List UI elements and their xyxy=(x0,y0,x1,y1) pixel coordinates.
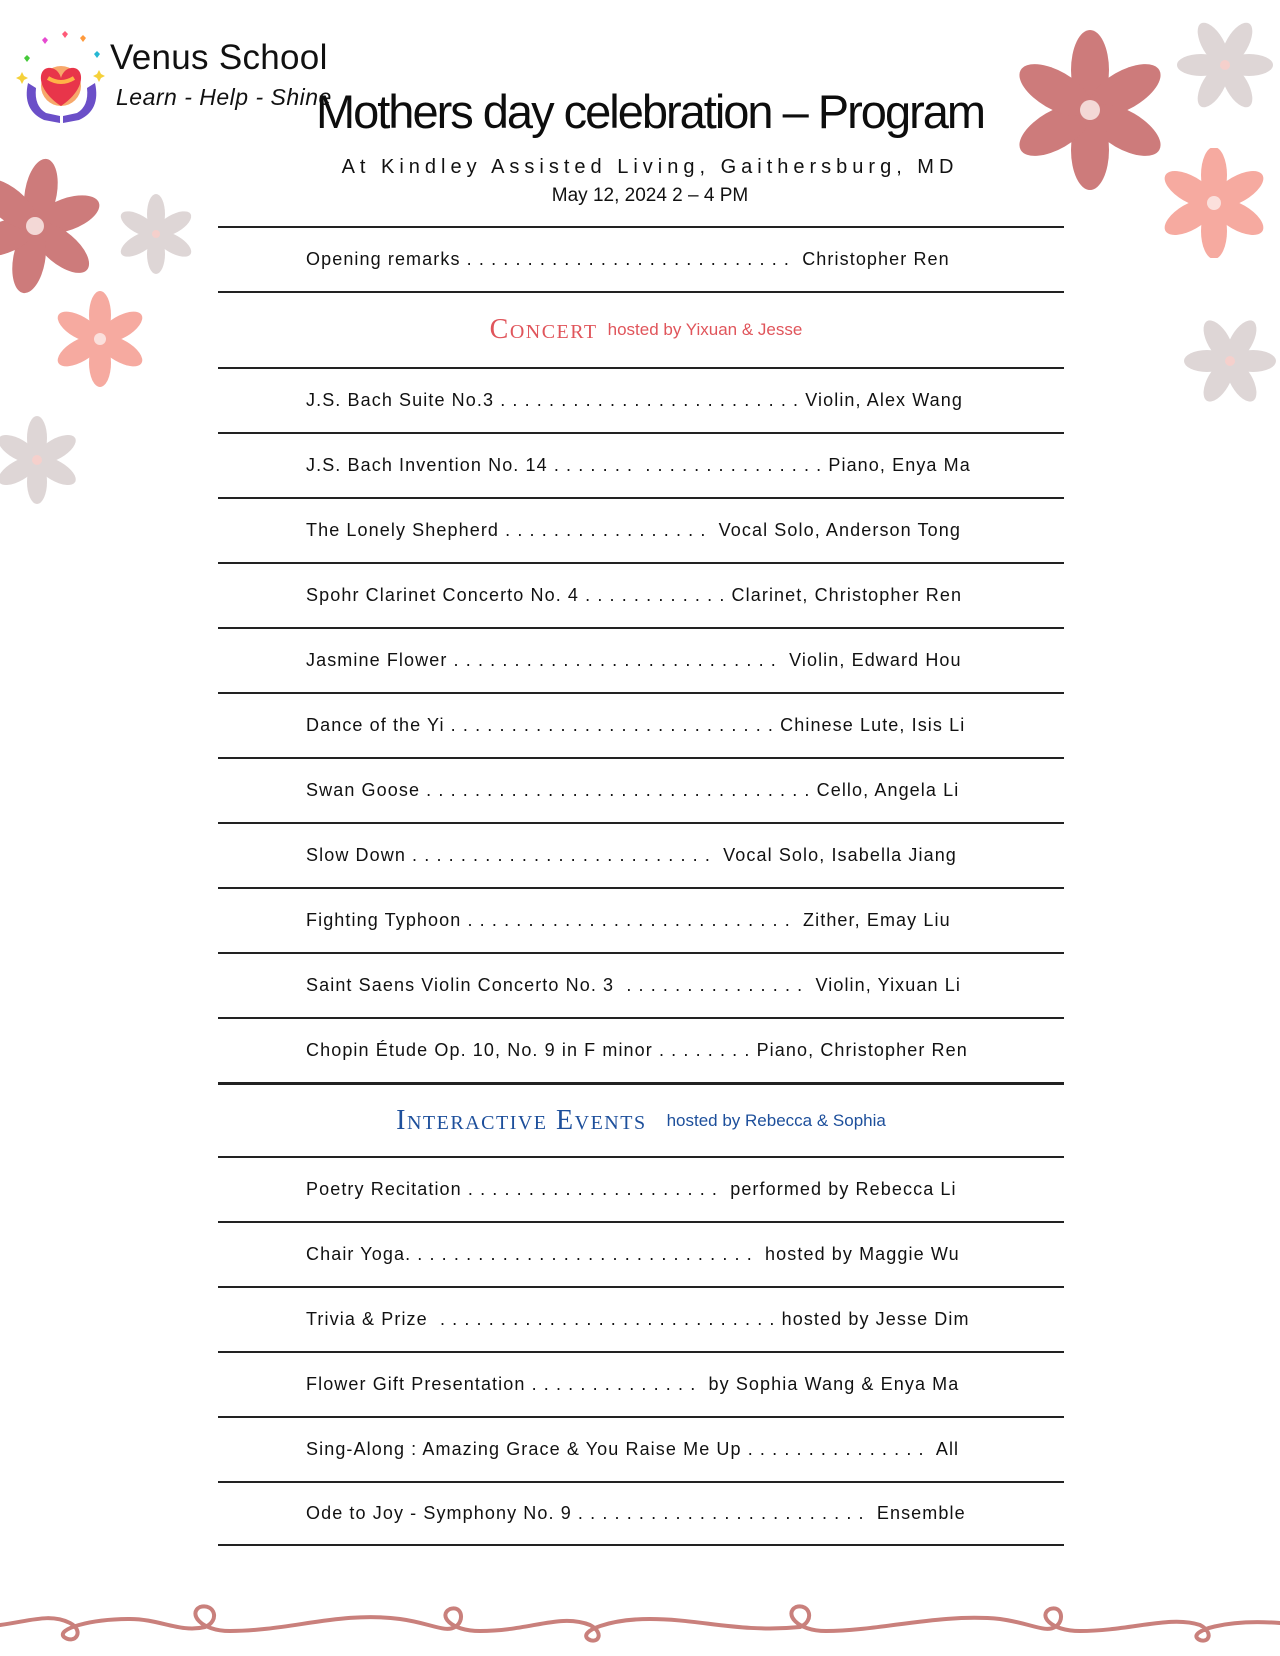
concert-item: J.S. Bach Invention No. 14 . . . . . . . . . . . . . . . . . . . . . . Piano, Enya Ma xyxy=(306,455,971,475)
interactive-item: Poetry Recitation . . . . . . . . . . . . . . . . . . . . . performed by Rebecca Li xyxy=(306,1179,957,1199)
program-row xyxy=(218,432,1064,497)
concert-host: hosted by Yixuan & Jesse xyxy=(607,320,803,339)
concert-section-header xyxy=(218,291,1064,367)
program-row xyxy=(218,1017,1064,1082)
concert-item: Swan Goose . . . . . . . . . . . . . . . . . . . . . . . . . . . . . . . . Cello, Angela Li xyxy=(306,780,960,800)
date-time-line: May 12, 2024 2 – 4 PM xyxy=(551,185,749,206)
program-row xyxy=(218,1416,1064,1481)
program-row xyxy=(218,497,1064,562)
interactive-item: Sing-Along : Amazing Grace & You Raise Me Up . . . . . . . . . . . . . . . All xyxy=(306,1439,960,1459)
concert-item: Chopin Étude Op. 10, No. 9 in F minor . . . . . . . . Piano, Christopher Ren xyxy=(306,1040,968,1060)
program-row xyxy=(218,952,1064,1017)
interactive-item: Ode to Joy - Symphony No. 9 . . . . . . . . . . . . . . . . . . . . . . . . Ensemble xyxy=(306,1503,966,1523)
flower-decoration xyxy=(0,414,85,506)
program-row xyxy=(218,1156,1064,1221)
program-row xyxy=(218,1286,1064,1351)
interactive-item: Flower Gift Presentation . . . . . . . . . . . . . . by Sophia Wang & Enya Ma xyxy=(306,1374,960,1394)
school-name: Venus School xyxy=(110,38,328,77)
interactive-host: hosted by Rebecca & Sophia xyxy=(666,1110,886,1130)
flower-decoration xyxy=(1005,30,1175,190)
flower-decoration xyxy=(50,289,150,389)
program-row xyxy=(218,367,1064,432)
program-row xyxy=(218,1351,1064,1416)
swirl-border xyxy=(0,1583,1280,1656)
concert-item: Fighting Typhoon . . . . . . . . . . . . . . . . . . . . . . . . . . . Zither, Emay Liu xyxy=(306,910,951,930)
concert-item: Jasmine Flower . . . . . . . . . . . . . . . . . . . . . . . . . . . Violin, Edward Hou xyxy=(306,650,962,670)
interactive-item: Trivia & Prize . . . . . . . . . . . . . . . . . . . . . . . . . . . . hosted by Jesse Dim xyxy=(306,1309,970,1329)
school-tagline: Learn - Help - Shine xyxy=(116,84,332,110)
program-list xyxy=(218,226,1064,1546)
interactive-title: Interactive Events xyxy=(396,1104,647,1136)
concert-item: Slow Down . . . . . . . . . . . . . . . . . . . . . . . . . Vocal Solo, Isabella Jiang xyxy=(306,845,957,865)
concert-item: Dance of the Yi . . . . . . . . . . . . . . . . . . . . . . . . . . . Chinese Lute, Isis Li xyxy=(306,715,966,735)
program-row xyxy=(218,1221,1064,1286)
concert-item: Spohr Clarinet Concerto No. 4 . . . . . . . . . . . . Clarinet, Christopher Ren xyxy=(306,585,963,605)
concert-item: Saint Saens Violin Concerto No. 3 . . . . . . . . . . . . . . . Violin, Yixuan Li xyxy=(306,975,961,995)
opening-remarks: Opening remarks . . . . . . . . . . . . . . . . . . . . . . . . . . . Christopher Ren xyxy=(306,249,950,269)
program-row xyxy=(218,887,1064,952)
program-row-opening xyxy=(218,226,1064,291)
flower-decoration xyxy=(0,156,105,296)
concert-item: J.S. Bach Suite No.3 . . . . . . . . . . . . . . . . . . . . . . . . . Violin, Alex Wang xyxy=(306,390,964,410)
venue-line: At Kindley Assisted Living, Gaithersburg, MD xyxy=(341,156,959,178)
page-title: Mothers day celebration – Program xyxy=(315,85,985,138)
concert-title: Concert xyxy=(489,314,598,345)
flower-decoration xyxy=(1153,148,1275,258)
flower-decoration xyxy=(114,192,198,276)
flower-decoration xyxy=(1175,18,1275,112)
flower-decoration xyxy=(1180,315,1280,407)
program-row xyxy=(218,627,1064,692)
interactive-section-header xyxy=(218,1082,1064,1156)
program-row xyxy=(218,692,1064,757)
interactive-item: Chair Yoga. . . . . . . . . . . . . . . . . . . . . . . . . . . . . hosted by Maggie Wu xyxy=(306,1244,960,1264)
program-row xyxy=(218,757,1064,822)
program-row xyxy=(218,1481,1064,1546)
concert-item: The Lonely Shepherd . . . . . . . . . . . . . . . . . Vocal Solo, Anderson Tong xyxy=(306,520,961,540)
program-row xyxy=(218,822,1064,887)
program-row xyxy=(218,562,1064,627)
